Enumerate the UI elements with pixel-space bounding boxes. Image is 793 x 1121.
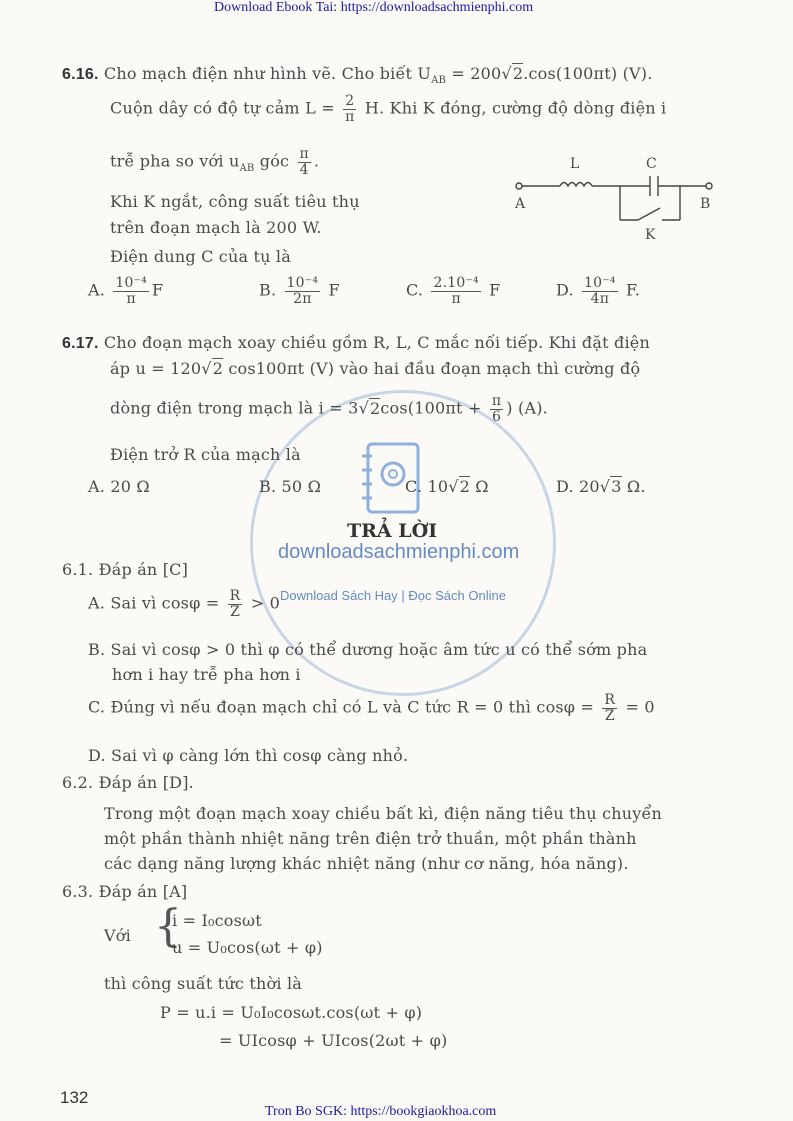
answer-heading: TRẢ LỜI: [347, 520, 438, 542]
circuit-label-c: C: [646, 156, 657, 172]
circuit-label-b: B: [700, 196, 711, 212]
option-c: C. 10√2 Ω: [405, 477, 489, 496]
option-a: A. $\frac{\text{10⁻⁴}}{\pi}$ F: [88, 275, 164, 307]
question-number: 6.17.: [62, 335, 99, 352]
circuit-diagram: [510, 150, 730, 245]
answer-heading: 6.1. Đáp án [C]: [62, 560, 189, 579]
circuit-label-l: L: [570, 156, 580, 172]
answer-heading: 6.3. Đáp án [A]: [62, 882, 188, 901]
header-download-link[interactable]: Download Ebook Tai: https://downloadsachmienphi.com: [214, 0, 534, 15]
option-d: D. $\frac{\text{10⁻⁴}}{4\pi}$ F.: [556, 275, 641, 307]
brace: {: [154, 901, 182, 952]
option-d: D. 20√3 Ω.: [556, 477, 646, 496]
question-number: 6.16.: [62, 66, 99, 83]
footer-sgk-link[interactable]: Tron Bo SGK: https://bookgiaokhoa.com: [265, 1104, 497, 1119]
watermark-tagline: Download Sách Hay | Đọc Sách Online: [280, 588, 506, 603]
page-number: 132: [60, 1088, 89, 1107]
answer-heading: 6.2. Đáp án [D].: [62, 773, 194, 792]
option-a: A. 20 Ω: [88, 477, 150, 496]
fraction: $\frac{\pi}{4}$: [299, 146, 309, 178]
circuit-label-a: A: [515, 196, 526, 212]
option-c: C. $\frac{\text{2.10⁻⁴}}{\pi}$ F: [406, 275, 501, 307]
fraction: $\frac{2}{\pi}$: [345, 93, 355, 125]
circuit-label-k: K: [645, 227, 656, 243]
option-b: B. 50 Ω: [259, 477, 322, 496]
watermark-site: downloadsachmienphi.com: [278, 541, 520, 563]
option-b: B. $\frac{\text{10⁻⁴}}{2\pi}$ F: [259, 275, 340, 307]
